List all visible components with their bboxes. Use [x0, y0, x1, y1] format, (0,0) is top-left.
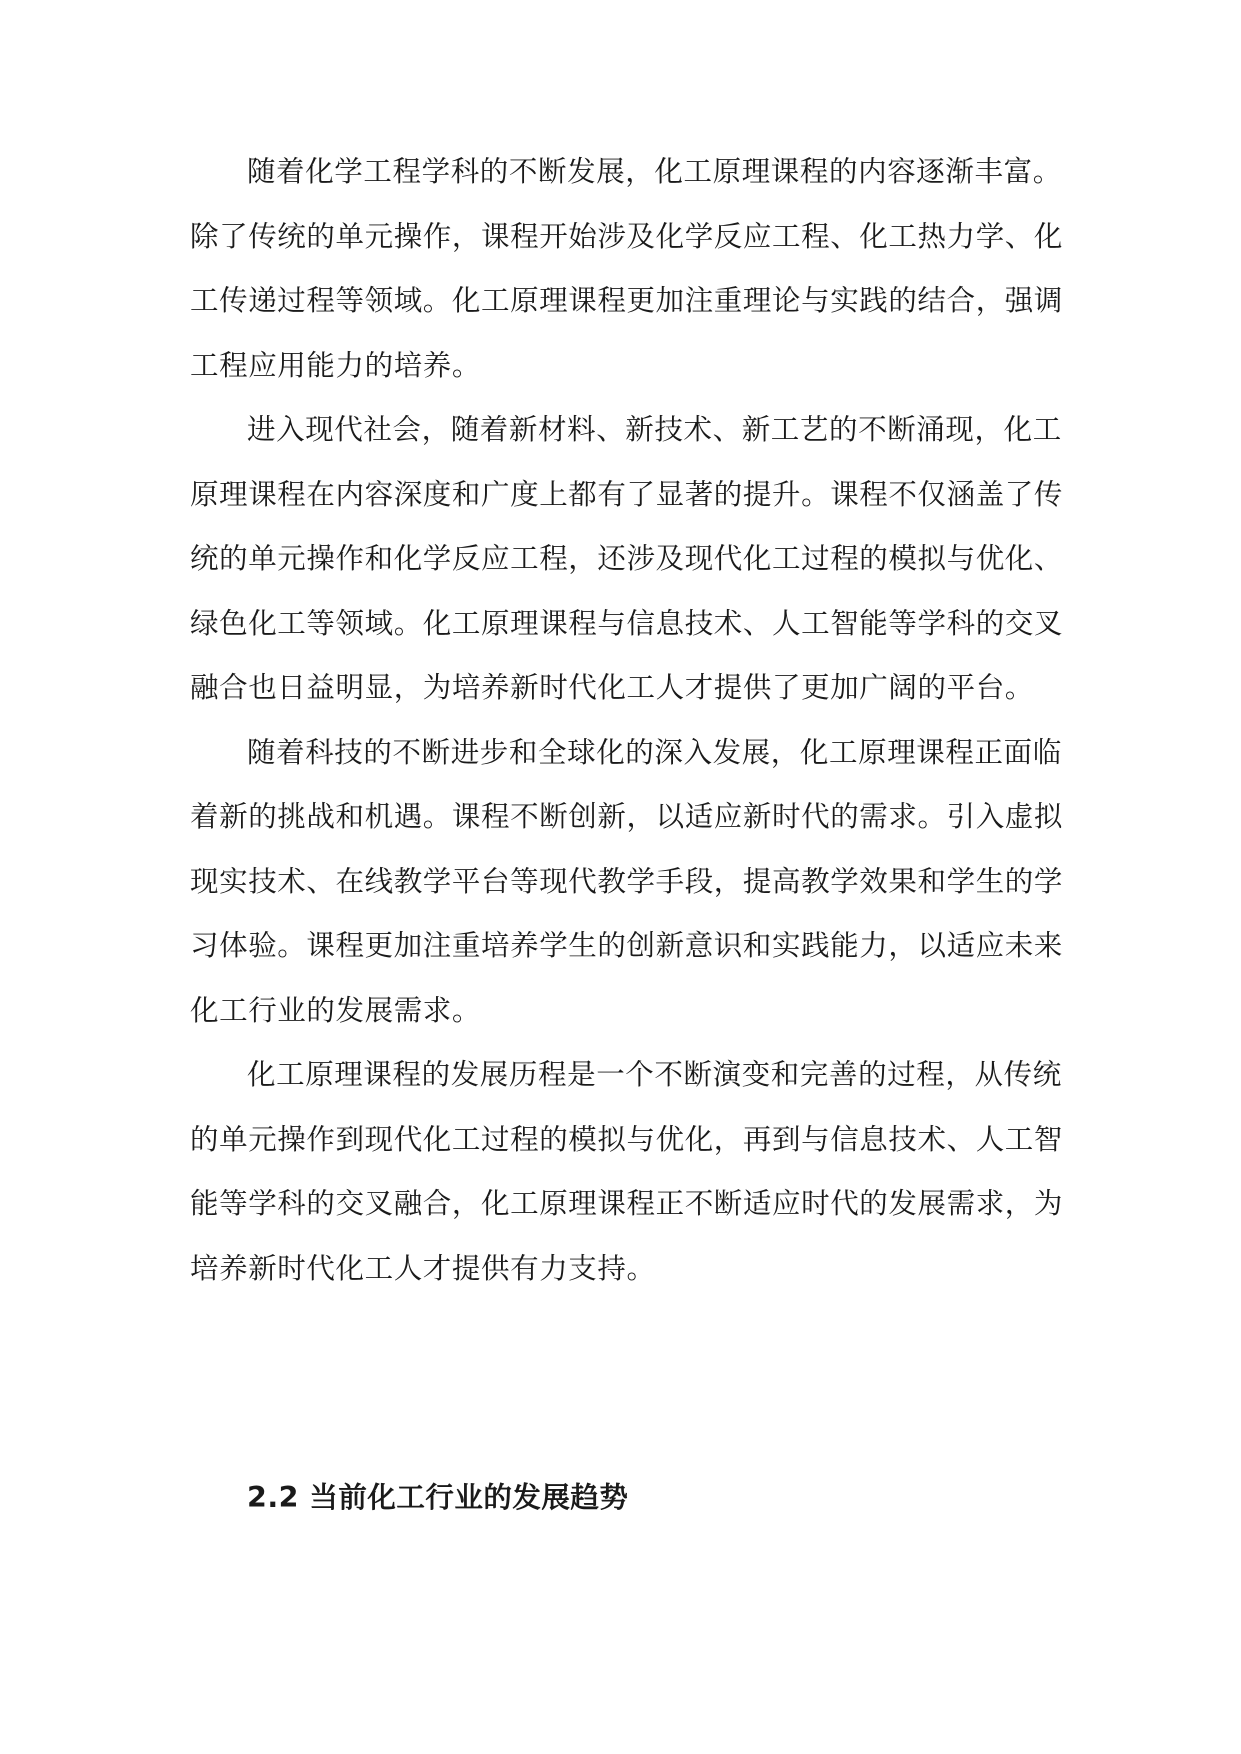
text-line: 习体验。课程更加注重培养学生的创新意识和实践能力，以适应未来	[190, 929, 1064, 962]
text-line: 绿色化工等领域。化工原理课程与信息技术、人工智能等学科的交叉	[190, 606, 1064, 640]
text-line: 进入现代社会，随着新材料、新技术、新工艺的不断涌现，化工	[247, 413, 1062, 446]
text-line: 除了传统的单元操作，课程开始涉及化学反应工程、化工热力学、化	[190, 219, 1064, 253]
text-line: 原理课程在内容深度和广度上都有了显著的提升。课程不仅涵盖了传	[190, 477, 1064, 511]
text-line: 融合也日益明显，为培养新时代化工人才提供了更加广阔的平台。	[190, 671, 1034, 704]
text-line: 化工行业的发展需求。	[190, 993, 482, 1027]
paragraph-4	[190, 1043, 1064, 1301]
paragraph-1	[190, 140, 1064, 398]
text-line: 的单元操作到现代化工过程的模拟与优化，再到与信息技术、人工智	[190, 1122, 1064, 1156]
text-line: 工传递过程等领域。化工原理课程更加注重理论与实践的结合，强调	[190, 284, 1064, 317]
text-line: 培养新时代化工人才提供有力支持。	[190, 1251, 656, 1285]
document-body	[190, 140, 1064, 1301]
text-line: 现实技术、在线教学平台等现代教学手段，提高教学效果和学生的学	[190, 864, 1064, 898]
text-line: 随着科技的不断进步和全球化的深入发展，化工原理课程正面临	[247, 735, 1062, 769]
paragraph-3	[190, 721, 1064, 1044]
text-line: 着新的挑战和机遇。课程不断创新，以适应新时代的需求。引入虚拟	[190, 800, 1064, 833]
paragraph-2	[190, 398, 1064, 721]
section-heading: 2.2 当前化工行业的发展趋势	[247, 1481, 629, 1514]
text-line: 化工原理课程的发展历程是一个不断演变和完善的过程，从传统	[247, 1058, 1062, 1091]
text-line: 随着化学工程学科的不断发展，化工原理课程的内容逐渐丰富。	[247, 155, 1062, 188]
text-line: 统的单元操作和化学反应工程，还涉及现代化工过程的模拟与优化、	[190, 542, 1064, 575]
text-line: 能等学科的交叉融合，化工原理课程正不断适应时代的发展需求，为	[190, 1187, 1064, 1220]
text-line: 工程应用能力的培养。	[190, 348, 482, 382]
